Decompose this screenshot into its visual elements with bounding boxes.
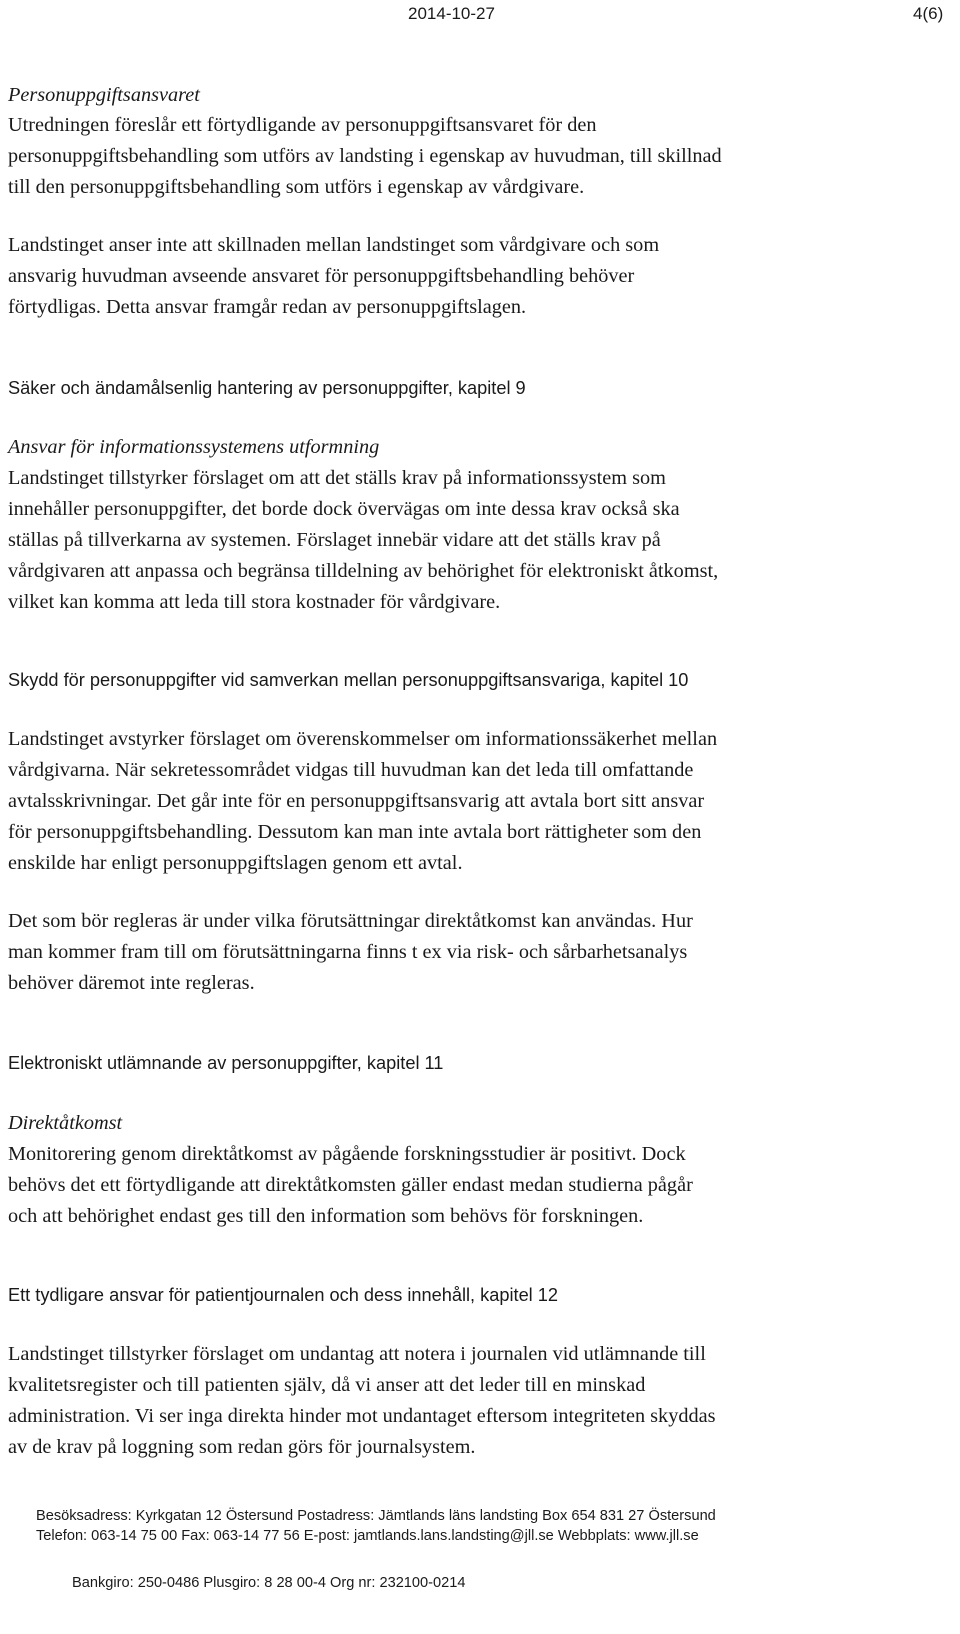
subheading-personuppgiftsansvaret: Personuppgiftsansvaret	[8, 84, 200, 106]
paragraph-line: Det som bör regleras är under vilka förutsättningar direktåtkomst kan användas. Hur	[8, 910, 693, 932]
paragraph-line: behöver däremot inte regleras.	[8, 972, 255, 994]
paragraph-line: Landstinget tillstyrker förslaget om undantag att notera i journalen vid utlämnande till	[8, 1343, 706, 1365]
paragraph-line: ansvarig huvudman avseende ansvaret för personuppgiftsbehandling behöver	[8, 265, 635, 287]
subheading-direktatkomst: Direktåtkomst	[8, 1112, 123, 1134]
paragraph-line: enskilde har enligt personuppgiftslagen genom ett avtal.	[8, 852, 463, 874]
paragraph-line: förtydligas. Detta ansvar framgår redan av personuppgiftslagen.	[8, 296, 527, 318]
footer-bank: Bankgiro: 250-0486 Plusgiro: 8 28 00-4 Org nr: 232100-0214	[72, 1575, 466, 1591]
paragraph-line: vårdgivaren att anpassa och begränsa tilldelning av behörighet för elektroniskt åtkomst,	[8, 560, 719, 582]
paragraph-line: Utredningen föreslår ett förtydligande av personuppgiftsansvaret för den	[8, 114, 597, 136]
paragraph-line: och att behörighet endast ges till den information som behövs för forskningen.	[8, 1205, 644, 1227]
paragraph-line: Landstinget anser inte att skillnaden mellan landstinget som vårdgivare och som	[8, 234, 660, 256]
section-heading-11: Elektroniskt utlämnande av personuppgifter, kapitel 11	[8, 1053, 444, 1073]
paragraph-line: för personuppgiftsbehandling. Dessutom kan man inte avtala bort rättigheter som den	[8, 821, 702, 843]
header-date: 2014-10-27	[408, 4, 495, 23]
paragraph-line: ställas på tillverkarna av systemen. Förslaget innebär vidare att det ställs krav på	[8, 529, 661, 551]
paragraph-line: behövs det ett förtydligande att direktåtkomsten gäller endast medan studierna pågår	[8, 1174, 693, 1196]
paragraph-line: avtalsskrivningar. Det går inte för en personuppgiftsansvarig att avtala bort sitt ansvar	[8, 790, 705, 812]
paragraph-line: till den personuppgiftsbehandling som utförs i egenskap av vårdgivare.	[8, 176, 585, 198]
paragraph-line: man kommer fram till om förutsättningarna finns t ex via risk- och sårbarhetsanalys	[8, 941, 688, 963]
paragraph-line: Monitorering genom direktåtkomst av pågående forskningsstudier är positivt. Dock	[8, 1143, 686, 1165]
paragraph-line: Landstinget tillstyrker förslaget om att det ställs krav på informationssystem som	[8, 467, 666, 489]
paragraph-line: vårdgivarna. När sekretessområdet vidgas till huvudman kan det leda till omfattande	[8, 759, 694, 781]
paragraph-line: Landstinget avstyrker förslaget om överenskommelser om informationssäkerhet mellan	[8, 728, 718, 750]
paragraph-line: administration. Vi ser inga direkta hinder mot undantaget eftersom integriteten skyddas	[8, 1405, 716, 1427]
paragraph-line: innehåller personuppgifter, det borde dock övervägas om inte dessa krav också ska	[8, 498, 680, 520]
subheading-ansvar: Ansvar för informationssystemens utformning	[8, 436, 380, 458]
section-heading-9: Säker och ändamålsenlig hantering av personuppgifter, kapitel 9	[8, 378, 526, 398]
page-number: 4(6)	[913, 4, 944, 23]
footer-contact: Telefon: 063-14 75 00 Fax: 063-14 77 56 E-post: jamtlands.lans.landsting@jll.se Webbplats: www.jll.se	[36, 1528, 699, 1544]
paragraph-line: av de krav på loggning som redan görs för journalsystem.	[8, 1436, 476, 1458]
paragraph-line: kvalitetsregister och till patienten själv, då vi anser att det leder till en minskad	[8, 1374, 646, 1396]
section-heading-12: Ett tydligare ansvar för patientjournalen och dess innehåll, kapitel 12	[8, 1285, 559, 1305]
paragraph-line: personuppgiftsbehandling som utförs av landsting i egenskap av huvudman, till skillnad	[8, 145, 722, 167]
paragraph-line: vilket kan komma att leda till stora kostnader för vårdgivare.	[8, 591, 501, 613]
section-heading-10: Skydd för personuppgifter vid samverkan mellan personuppgiftsansvariga, kapitel 10	[8, 670, 689, 690]
footer-address: Besöksadress: Kyrkgatan 12 Östersund Postadress: Jämtlands läns landsting Box 654 831 27 Östersund	[36, 1508, 716, 1524]
